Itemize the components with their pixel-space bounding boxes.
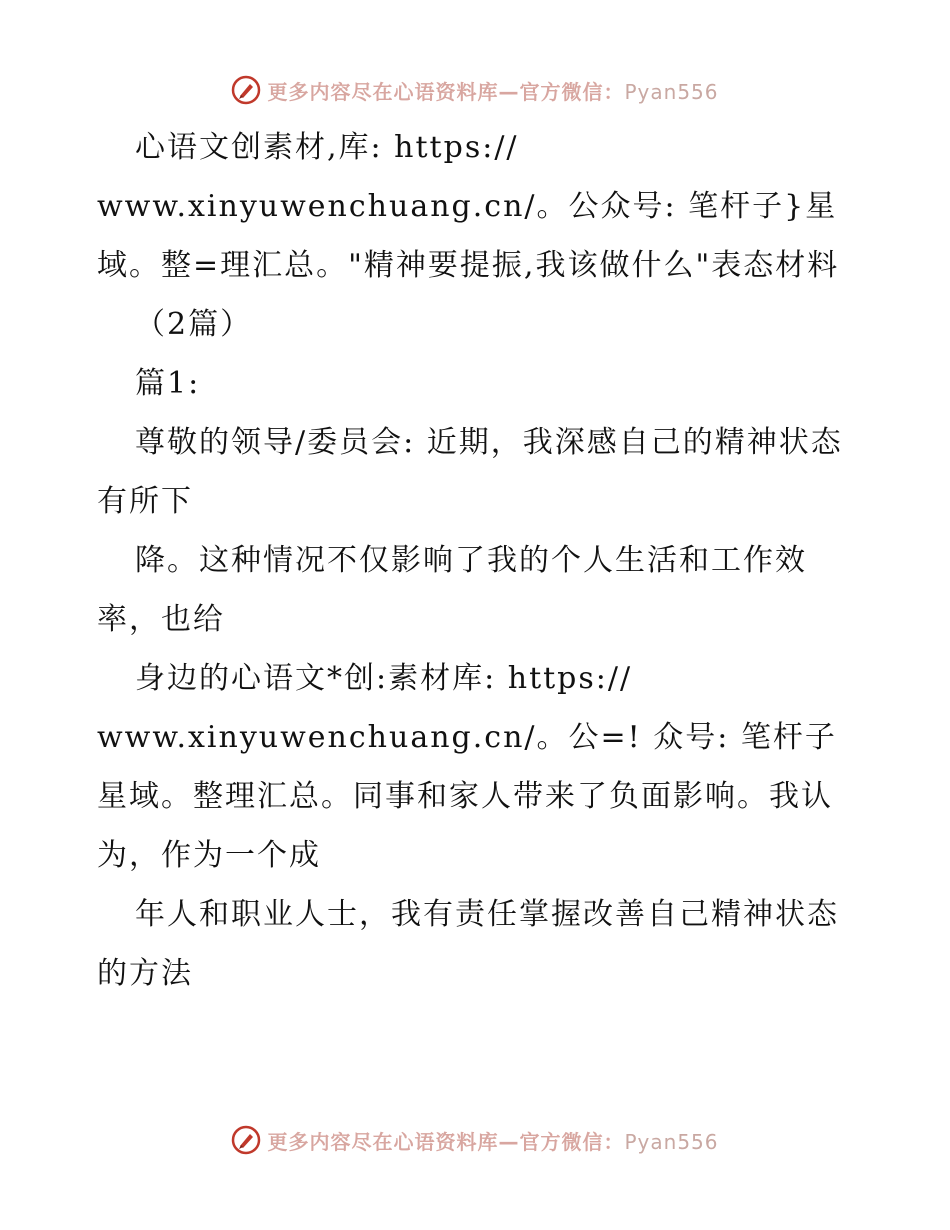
paragraph-1: 心语文创素材,库: https:// bbox=[135, 130, 519, 165]
wechat-id: Pyan556 bbox=[624, 1129, 719, 1154]
pen-logo-icon bbox=[231, 1125, 261, 1155]
pen-logo-icon bbox=[231, 75, 261, 105]
footer-watermark-banner bbox=[0, 1120, 950, 1160]
watermark-text: 更多内容尽在心语资料库—官方微信：Pyan556 bbox=[267, 79, 719, 104]
paragraph-4: 篇1: bbox=[135, 366, 201, 401]
paragraph-9: 年人和职业人士，我有责任掌握改善自己精神状态的方法 bbox=[97, 897, 839, 991]
paragraph-8: www.xinyuwenchuang.cn/。公=! 众号: 笔杆子星域。整理汇总。同事和家人带来了负面影响。我认为，作为一个成 bbox=[97, 720, 837, 873]
wechat-id: Pyan556 bbox=[624, 79, 719, 104]
paragraph-2: www.xinyuwenchuang.cn/。公众号: 笔杆子}星域。整=理汇总。"精神要提振,我该做什么"表态材料 bbox=[97, 189, 840, 283]
paragraph-7: 身边的心语文*创:素材库: https:// bbox=[135, 661, 633, 696]
watermark-text: 更多内容尽在心语资料库—官方微信：Pyan556 bbox=[267, 1129, 719, 1154]
paragraph-3: （2篇） bbox=[135, 307, 253, 342]
document-body bbox=[97, 118, 857, 1003]
header-watermark-banner bbox=[0, 70, 950, 110]
paragraph-6: 降。这种情况不仅影响了我的个人生活和工作效率，也给 bbox=[97, 543, 807, 637]
paragraph-5: 尊敬的领导/委员会: 近期，我深感自己的精神状态有所下 bbox=[97, 425, 843, 519]
